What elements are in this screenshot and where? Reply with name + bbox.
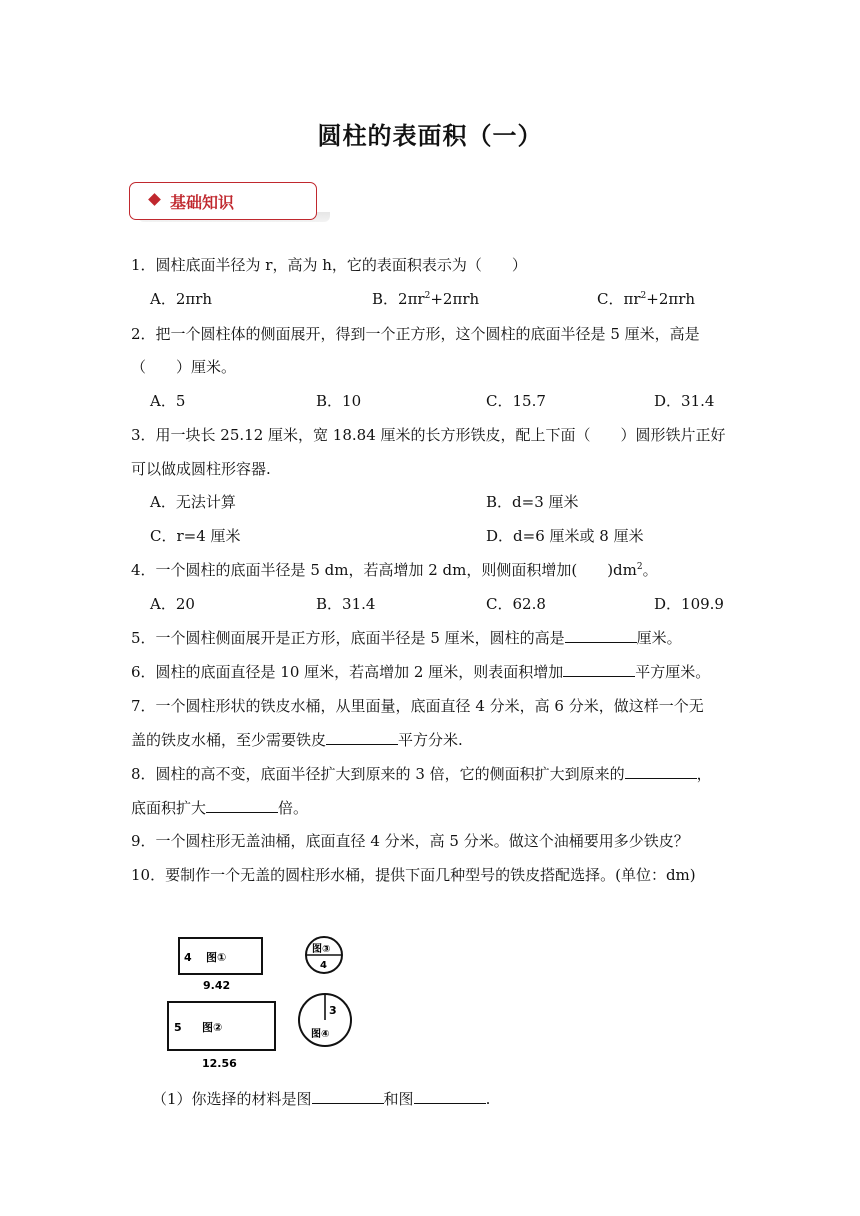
answer-blank — [414, 1089, 486, 1104]
question-3-option-d: D．d=6 厘米或 8 厘米 — [486, 527, 644, 545]
section-tag — [129, 182, 317, 220]
question-2-option-c: C．15.7 — [486, 392, 546, 410]
answer-blank — [312, 1089, 384, 1104]
circle-3-diameter-value: 4 — [320, 960, 327, 971]
question-7-line1: 7．一个圆柱形状的铁皮水桶，从里面量，底面直径 4 分米，高 6 分米，做这样一个无 — [131, 697, 704, 715]
rectangle-2-length: 12.56 — [202, 1057, 237, 1070]
rectangle-2-side: 5 — [174, 1021, 182, 1034]
question-3-stem-line1: 3．用一块长 25.12 厘米，宽 18.84 厘米的长方形铁皮，配上下面（ ）圆形铁片正好 — [131, 426, 726, 444]
material-figure — [160, 928, 360, 1074]
question-1-option-a: A．2πrh — [150, 290, 213, 308]
question-6: 6．圆柱的底面直径是 10 厘米，若高增加 2 厘米，则表面积增加 平方厘米。 — [131, 663, 711, 681]
question-4-stem: 4．一个圆柱的底面半径是 5 dm，若高增加 2 dm，则侧面积增加( )$dm^2$。 — [131, 561, 658, 579]
circle-3-label: 图③ — [312, 944, 331, 955]
section-tag-label: 基础知识 — [170, 193, 235, 212]
question-5: 5．一个圆柱侧面展开是正方形，底面半径是 5 厘米，圆柱的高是 厘米。 — [131, 629, 682, 647]
question-2-stem-line1: 2．把一个圆柱体的侧面展开，得到一个正方形，这个圆柱的底面半径是 5 厘米，高是 — [131, 325, 700, 343]
question-2-option-a: A．5 — [150, 392, 186, 410]
question-2-option-d: D．31.4 — [654, 392, 715, 410]
page-title: 圆柱的表面积（一） — [317, 121, 543, 150]
question-1-option-c: C．$\pi r^2+2\pi rh$ — [597, 290, 696, 308]
question-4-option-c: C．62.8 — [486, 595, 546, 613]
question-3-stem-line2: 可以做成圆柱形容器. — [131, 460, 271, 478]
question-8-line1: 8．圆柱的高不变，底面半径扩大到原来的 3 倍，它的侧面积扩大到原来的 ， — [131, 765, 712, 783]
question-3-option-b: B．d=3 厘米 — [486, 493, 579, 511]
answer-blank — [625, 764, 697, 779]
rectangle-1-length: 9.42 — [203, 979, 231, 992]
question-1-stem: 1．圆柱底面半径为 r，高为 h，它的表面积表示为（ ） — [131, 256, 527, 274]
question-9: 9．一个圆柱形无盖油桶，底面直径 4 分米，高 5 分米。做这个油桶要用多少铁皮？ — [131, 832, 689, 850]
question-8-line2: 底面积扩大 倍。 — [131, 799, 309, 817]
rectangle-1-label: 图① — [206, 951, 227, 964]
question-4-option-d: D．109.9 — [654, 595, 724, 613]
question-2-stem-line2: （ ）厘米。 — [131, 358, 237, 376]
question-3-option-c: C．r=4 厘米 — [150, 527, 241, 545]
question-7-line2: 盖的铁皮水桶，至少需要铁皮 平方分米. — [131, 731, 463, 749]
question-3-option-a: A．无法计算 — [150, 493, 236, 511]
question-4-option-a: A．20 — [150, 595, 195, 613]
question-10-part-1: （1）你选择的材料是图 和图 . — [152, 1090, 491, 1108]
circle-4-label: 图④ — [311, 1029, 330, 1040]
answer-blank — [563, 662, 635, 677]
question-4-option-b: B．31.4 — [316, 595, 376, 613]
rectangle-1-side: 4 — [184, 951, 192, 964]
answer-blank — [565, 628, 637, 643]
circle-4-radius-value: 3 — [329, 1004, 337, 1017]
diamond-icon — [148, 193, 161, 206]
question-10-stem: 10．要制作一个无盖的圆柱形水桶，提供下面几种型号的铁皮搭配选择。(单位：dm) — [131, 866, 696, 884]
answer-blank — [206, 798, 278, 813]
question-1-option-b: B．$2\pi r^2+2\pi rh$ — [372, 290, 480, 308]
rectangle-2-label: 图② — [202, 1021, 223, 1034]
question-2-option-b: B．10 — [316, 392, 362, 410]
answer-blank — [326, 730, 398, 745]
